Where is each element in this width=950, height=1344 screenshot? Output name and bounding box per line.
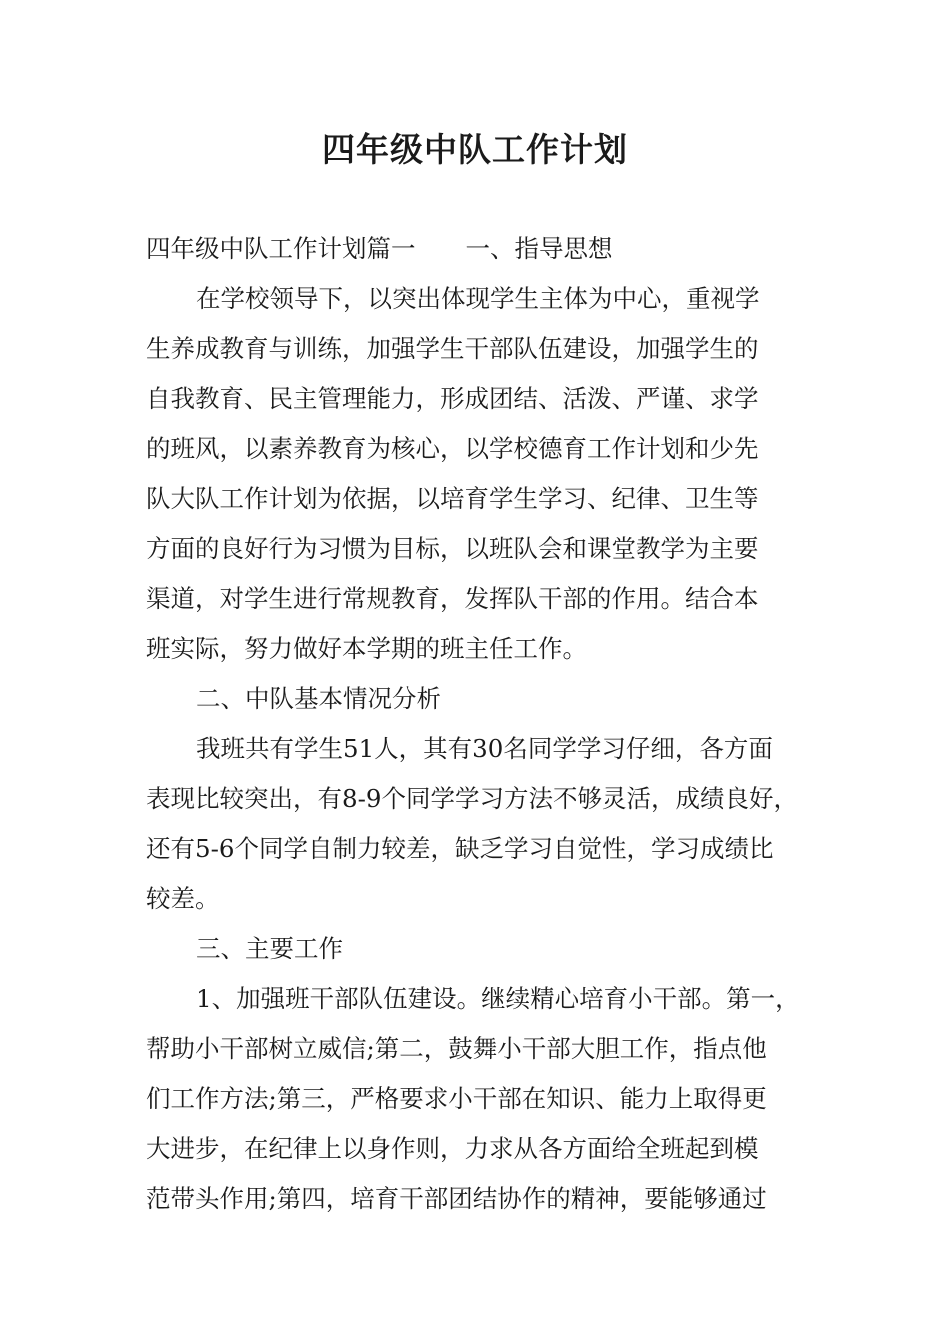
paragraph-line: 生养成教育与训练，加强学生干部队伍建设，加强学生的 (146, 334, 759, 363)
paragraph-line: 还有5-6个同学自制力较差，缺乏学习自觉性，学习成绩比 (146, 834, 774, 863)
section-heading-main-work: 三、主要工作 (196, 934, 343, 963)
paragraph-line: 渠道，对学生进行常规教育，发挥队干部的作用。结合本 (146, 584, 759, 613)
document-title: 四年级中队工作计划 (322, 130, 628, 169)
paragraph-line: 较差。 (146, 884, 220, 913)
paragraph-line: 队大队工作计划为依据，以培育学生学习、纪律、卫生等 (146, 484, 759, 513)
document-body (146, 224, 811, 1224)
paragraph-line: 帮助小干部树立威信;第二，鼓舞小干部大胆工作，指点他 (146, 1034, 767, 1063)
paragraph-line: 们工作方法;第三，严格要求小干部在知识、能力上取得更 (146, 1084, 767, 1113)
section-heading-guiding-ideology: 一、指导思想 (465, 234, 613, 263)
paragraph-line: 表现比较突出，有8-9个同学学习方法不够灵活，成绩良好， (146, 784, 798, 813)
paragraph-line: 在学校领导下，以突出体现学生主体为中心，重视学 (196, 284, 760, 313)
paragraph-line: 我班共有学生51人，其有30名同学学习仔细，各方面 (196, 734, 773, 763)
paragraph-line: 方面的良好行为习惯为目标，以班队会和课堂教学为主要 (146, 534, 759, 563)
paragraph-line: 班实际，努力做好本学期的班主任工作。 (146, 634, 587, 663)
paragraph-line: 1、加强班干部队伍建设。继续精心培育小干部。第一， (196, 984, 800, 1013)
section-heading-line (146, 224, 811, 274)
paragraph-line: 范带头作用;第四，培育干部团结协作的精神，要能够通过 (146, 1184, 767, 1213)
paragraph-line: 的班风，以素养教育为核心，以学校德育工作计划和少先 (146, 434, 759, 463)
article-heading: 四年级中队工作计划篇一 (146, 234, 416, 263)
paragraph-line: 大进步，在纪律上以身作则，力求从各方面给全班起到模 (146, 1134, 759, 1163)
paragraph-line: 自我教育、民主管理能力，形成团结、活泼、严谨、求学 (146, 384, 759, 413)
section-heading-class-analysis: 二、中队基本情况分析 (196, 684, 441, 713)
